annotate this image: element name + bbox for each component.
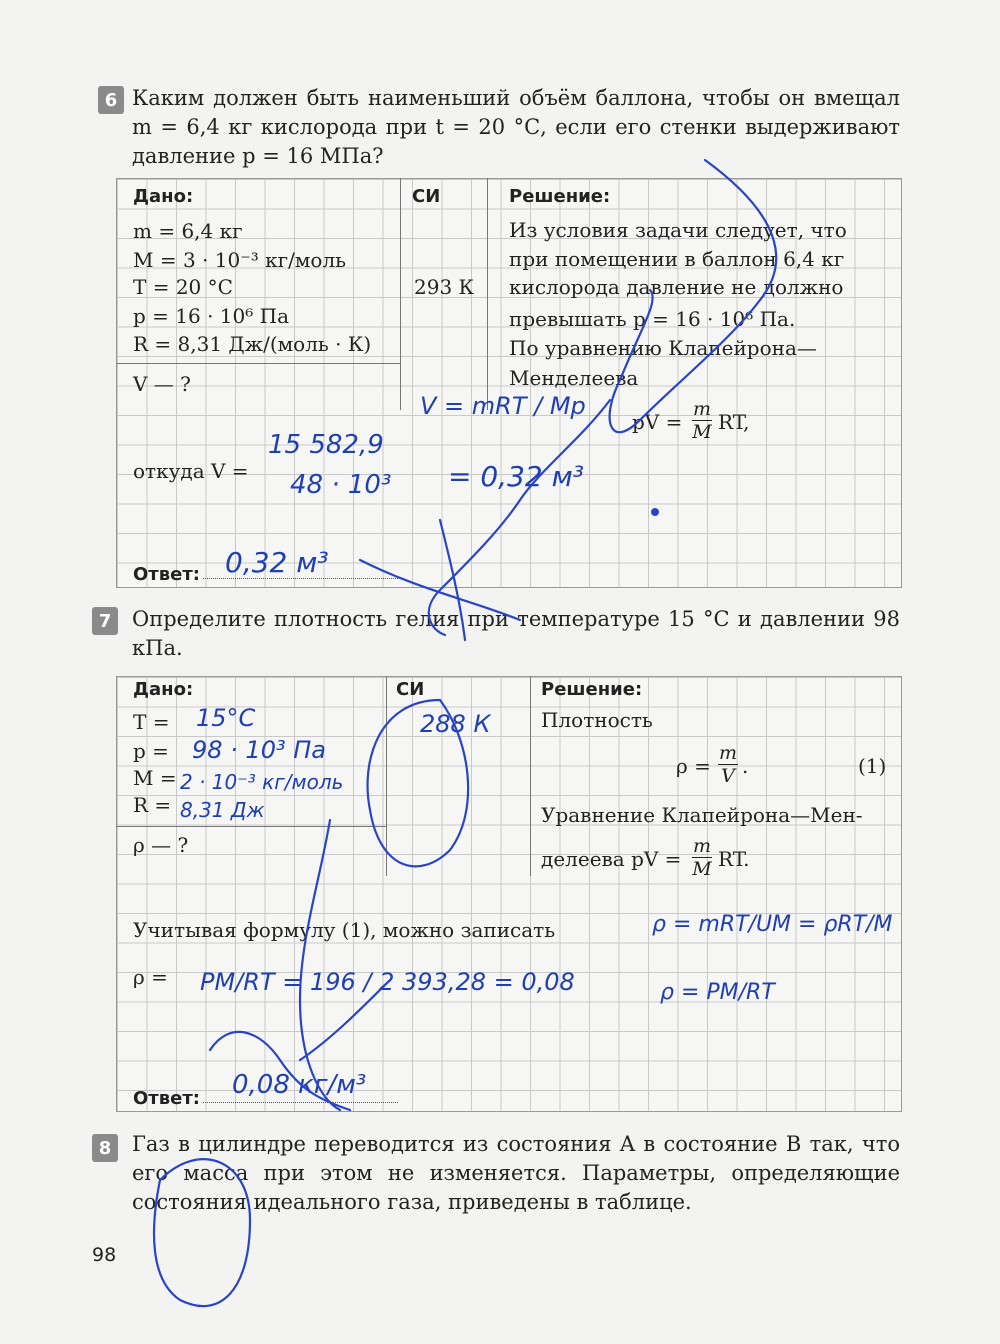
handwritten-answer: 0,08 кг/м³ [232, 1070, 367, 1100]
solution-line: Из условия задачи следует, что [509, 218, 847, 242]
formula-lhs: pV = [632, 410, 683, 434]
considering-line: Учитывая формулу (1), можно записать [133, 918, 556, 942]
rho-fraction [718, 742, 738, 787]
handwritten-side-formula: ρ = mRT/UM = ρRT/M [652, 912, 893, 937]
problem-number-badge: 8 [92, 1134, 118, 1162]
si-label: СИ [412, 186, 441, 207]
given-item: T = 20 °С [133, 275, 233, 299]
divider [400, 178, 401, 410]
numerator: m [718, 742, 738, 764]
clapeyron-fraction [692, 835, 712, 880]
answer-label: Ответ: [133, 1088, 200, 1109]
problem-number-badge: 6 [98, 86, 124, 114]
equation-number: (1) [858, 754, 887, 778]
page-number: 98 [92, 1244, 117, 1266]
clapeyron-line: Уравнение Клапейрона—Мен- [541, 803, 863, 827]
whence-label: откуда V = [133, 459, 249, 483]
denominator: M [692, 858, 712, 880]
answer-label: Ответ: [133, 564, 200, 585]
solution-line: при помещении в баллон 6,4 кг [509, 247, 845, 271]
given-item: m = 6,4 кг [133, 219, 243, 243]
handwritten-answer: 0,32 м³ [225, 546, 329, 579]
formula-fraction [692, 398, 712, 443]
divider [530, 676, 531, 876]
given-var: T = [133, 710, 170, 734]
si-value: 293 К [414, 275, 475, 299]
divider [487, 178, 488, 410]
given-var: M = [133, 766, 177, 790]
handwritten-si: 288 К [420, 710, 491, 738]
divider [116, 363, 400, 364]
solution-line: превышать p = 16 · 10⁶ Па. [509, 307, 796, 331]
given-item: R = 8,31 Дж/(моль · К) [133, 332, 372, 356]
given-item: p = 16 · 10⁶ Па [133, 304, 289, 328]
divider [386, 676, 387, 876]
problem-8-text: Газ в цилиндре переводится из состояния A в состояние B так, что его масса при этом не изменяется. Параметры, определяющие состояния идеального газа, приведены в таблице. [132, 1132, 900, 1214]
numerator: m [692, 835, 712, 857]
problem-7-text: Определите плотность гелия при температуре 15 °С и давлении 98 кПа. [132, 607, 900, 660]
handwritten-result: = 0,32 м³ [448, 460, 584, 493]
find-item: V — ? [133, 372, 191, 396]
handwritten-R: 8,31 Дж [180, 798, 265, 822]
answer-line [203, 1102, 398, 1103]
handwritten-p: 98 · 10³ Па [192, 736, 326, 764]
solution-line: Менделеева [509, 366, 639, 390]
given-item: M = 3 · 10⁻³ кг/моль [133, 248, 347, 272]
handwritten-denominator: 48 · 10³ [290, 470, 392, 500]
denominator: V [718, 764, 738, 787]
handwritten-formula: V = mRT / Mp [420, 392, 586, 420]
problem-number-badge: 7 [92, 607, 118, 635]
density-word: Плотность [541, 708, 653, 732]
si-label: СИ [396, 679, 425, 700]
handwritten-M: 2 · 10⁻³ кг/моль [180, 770, 344, 794]
solution-line: По уравнению Клапейрона— [509, 336, 817, 360]
rho-start: ρ = [133, 965, 168, 989]
handwritten-calc: PM/RT = 196 / 2 393,28 = 0,08 [200, 968, 575, 996]
handwritten-numerator: 15 582,9 [268, 430, 384, 460]
clapeyron-line: делеева pV = [541, 847, 682, 871]
formula-rhs: RT, [718, 410, 750, 434]
numerator: m [692, 398, 712, 420]
solution-label: Решение: [541, 679, 643, 700]
problem-6-text: Каким должен быть наименьший объём баллона, чтобы он вмещал m = 6,4 кг кислорода при t = 20 °С, если его стенки выдерживают давление p = 16 МПа? [132, 86, 900, 168]
handwritten-T: 15°С [196, 704, 256, 732]
denominator: M [692, 421, 712, 443]
clapeyron-rhs: RT. [718, 847, 750, 871]
find-item: ρ — ? [133, 833, 189, 857]
given-var: p = [133, 739, 169, 763]
given-var: R = [133, 793, 172, 817]
given-label: Дано: [133, 186, 194, 207]
given-label: Дано: [133, 679, 194, 700]
handwritten-side-formula: ρ = PM/RT [660, 980, 775, 1005]
divider [116, 826, 386, 827]
solution-line: кислорода давление не должно [509, 275, 844, 299]
solution-label: Решение: [509, 186, 611, 207]
rho-lhs: ρ = [676, 754, 711, 778]
